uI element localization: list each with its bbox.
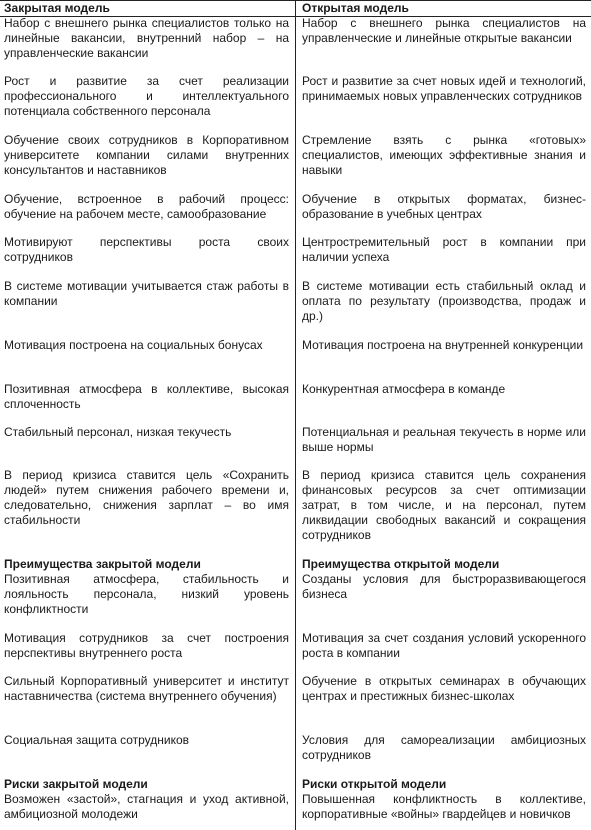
advantages-closed-title: Преимущества закрытой модели xyxy=(4,557,201,571)
advantages-row-1-right: Созданы условия для быстроразвивающегося бизнеса xyxy=(302,572,586,601)
column-divider xyxy=(295,0,296,830)
risks-closed-title: Риски закрытой модели xyxy=(4,777,148,791)
advantages-row-1-left: Позитивная атмосфера, стабильность и лояльность персонала, низкий уровень конфликтности xyxy=(4,572,289,616)
row-3-left: Обучение своих сотрудников в Корпоративном университете компании силами внутренних консультантов и наставников xyxy=(4,133,289,177)
row-8-left: Позитивная атмосфера в коллективе, высокая сплоченность xyxy=(4,382,289,411)
advantages-row-4-right: Условия для самореализации амбициозных сотрудников xyxy=(302,733,586,762)
row-1-left: Набор с внешнего рынка специалистов только на линейные вакансии, внутренний набор – на управленческие вакансии xyxy=(4,16,289,60)
advantages-row-3-left: Сильный Корпоративный университет и институт наставничества (система внутреннего обучения) xyxy=(4,674,289,703)
advantages-open-title: Преимущества открытой модели xyxy=(302,557,500,571)
risks-open-title: Риски открытой модели xyxy=(302,777,447,791)
header-open-model: Открытая модель xyxy=(302,1,409,15)
row-10-left: В период кризиса ставится цель «Сохранить людей» путем снижения рабочего времени и, следовательно, снижения зарплат – во имя стабильности xyxy=(4,468,289,527)
advantages-row-2-right: Мотивация за счет создания условий ускоренного роста в компании xyxy=(302,631,586,660)
row-8-right: Конкурентная атмосфера в команде xyxy=(302,382,506,396)
advantages-row-2-left: Мотивация сотрудников за счет построения перспективы внутреннего роста xyxy=(4,631,289,660)
advantages-row-4-left: Социальная защита сотрудников xyxy=(4,733,190,747)
risks-row-1-right: Повышенная конфликтность в коллективе, корпоративные «войны» гвардейцев и новичков xyxy=(302,792,586,821)
row-5-left: Мотивируют перспективы роста своих сотрудников xyxy=(4,235,289,264)
header-closed-model: Закрытая модель xyxy=(4,1,110,15)
row-9-left: Стабильный персонал, низкая текучесть xyxy=(4,425,232,439)
row-6-left: В системе мотивации учитывается стаж работы в компании xyxy=(4,279,289,308)
risks-row-1-left: Возможен «застой», стагнация и уход активной, амбициозной молодежи xyxy=(4,792,289,821)
row-9-right: Потенциальная и реальная текучесть в норме или выше нормы xyxy=(302,425,586,454)
row-7-right: Мотивация построена на внутренней конкуренции xyxy=(302,338,584,352)
row-2-left: Рост и развитие за счет реализации профессионального и интеллектуального потенциала собственного персонала xyxy=(4,74,289,118)
row-10-right: В период кризиса ставится цель сохранения финансовых ресурсов за счет оптимизации затрат, в том числе, и на персонал, путем ликвидации свободных вакансий и сокращения сотрудников xyxy=(302,468,586,542)
row-1-right: Набор с внешнего рынка специалистов на управленческие и линейные открытые вакансии xyxy=(302,16,586,45)
row-4-left: Обучение, встроенное в рабочий процесс: обучение на рабочем месте, самообразование xyxy=(4,192,289,221)
row-4-right: Обучение в открытых форматах, бизнес-образование в учебных центрах xyxy=(302,192,586,221)
row-6-right: В системе мотивации есть стабильный оклад и оплата по результату (производства, продаж и др.) xyxy=(302,279,586,323)
row-5-right: Центростремительный рост в компании при наличии успеха xyxy=(302,235,586,264)
advantages-row-3-right: Обучение в открытых семинарах в обучающих центрах и престижных бизнес-школах xyxy=(302,674,586,703)
row-7-left: Мотивация построена на социальных бонусах xyxy=(4,338,263,352)
row-3-right: Стремление взять с рынка «готовых» специалистов, имеющих эффективные знания и навыки xyxy=(302,133,586,177)
row-2-right: Рост и развитие за счет новых идей и технологий, принимаемых новых управленческих сотрудников xyxy=(302,74,586,103)
